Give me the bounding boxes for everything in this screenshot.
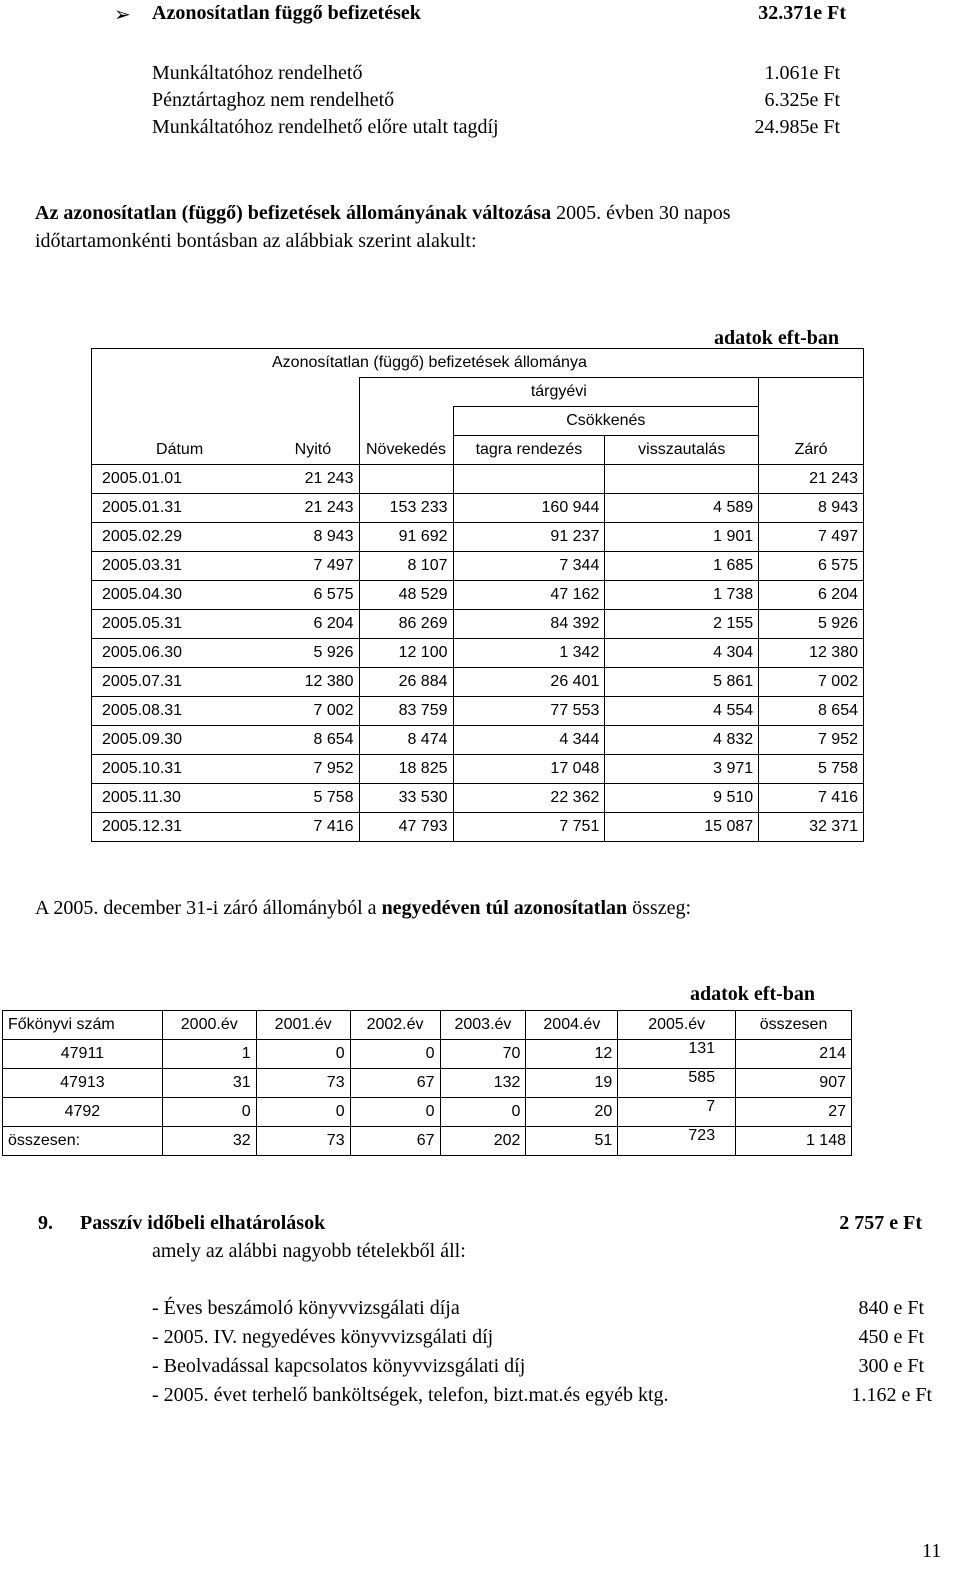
table1-row: [92, 755, 864, 784]
table2-cell: 0: [162, 1098, 256, 1127]
table1-header-visszautalas: visszautalás: [605, 436, 759, 465]
section9-title: Passzív időbeli elhatárolások: [80, 1212, 326, 1234]
table1-cell: 7 344: [453, 552, 605, 581]
table1-cell: 47 162: [453, 581, 605, 610]
table2-cell: 70: [440, 1040, 526, 1069]
table1-cell: 4 304: [605, 639, 759, 668]
section1-item-value: 24.985e Ft: [754, 116, 840, 138]
table1-cell: 8 943: [759, 494, 864, 523]
section9-item-label: - 2005. évet terhelő banköltségek, telefon, bizt.mat.és egyéb ktg.: [152, 1384, 669, 1406]
table1-cell: [359, 465, 453, 494]
table1-cell: 153 233: [359, 494, 453, 523]
table1-cell: 1 901: [605, 523, 759, 552]
table1-decrease-header: Csökkenés: [453, 407, 759, 436]
table1-cell: 4 832: [605, 726, 759, 755]
table1-sub-header: tárgyévi: [359, 378, 759, 407]
table2-cell: 202: [440, 1127, 526, 1156]
section9-number: 9.: [38, 1212, 53, 1234]
section1-item-label: Pénztártaghoz nem rendelhető: [152, 89, 395, 111]
table2-cell: 132: [440, 1069, 526, 1098]
table1-cell: 4 589: [605, 494, 759, 523]
table1-cell: 7 952: [759, 726, 864, 755]
table1-cell: 5 926: [759, 610, 864, 639]
section9-subtitle: amely az alábbi nagyobb tételekből áll:: [152, 1240, 466, 1262]
table2-cell: 7: [618, 1098, 736, 1127]
table1-cell: 160 944: [453, 494, 605, 523]
table1-cell: 4 344: [453, 726, 605, 755]
table2-cell: 19: [526, 1069, 618, 1098]
table1-cell: 2005.01.31: [92, 494, 268, 523]
table1-cell: 2005.04.30: [92, 581, 268, 610]
table2-cell: 32: [162, 1127, 256, 1156]
table1-cell: 33 530: [359, 784, 453, 813]
table1-row: [92, 494, 864, 523]
table1-cell: 2005.11.30: [92, 784, 268, 813]
table1-cell: [453, 465, 605, 494]
page-number: 11: [922, 1540, 942, 1562]
table2-cell: 12: [526, 1040, 618, 1069]
table2-cell: 907: [736, 1069, 852, 1098]
table1-cell: 2005.12.31: [92, 813, 268, 842]
table2-cell: 0: [440, 1098, 526, 1127]
section1-title: Azonosítatlan függő befizetések: [152, 2, 421, 24]
section9-item-label: - Beolvadással kapcsolatos könyvvizsgálati díj: [152, 1355, 526, 1377]
table1-cell: 77 553: [453, 697, 605, 726]
table2-header: 2005.év: [618, 1011, 736, 1040]
section1-item-value: 1.061e Ft: [764, 62, 840, 84]
table1-cell: 26 401: [453, 668, 605, 697]
table1-row: [92, 784, 864, 813]
table2-header: 2001.év: [256, 1011, 350, 1040]
table1-cell: 8 474: [359, 726, 453, 755]
table1-cell: 6 575: [759, 552, 864, 581]
table1-cell: 2005.09.30: [92, 726, 268, 755]
table2-cell: 131: [618, 1040, 736, 1069]
table1-row: [92, 552, 864, 581]
table2-cell: 20: [526, 1098, 618, 1127]
table2-cell: 51: [526, 1127, 618, 1156]
table1-cell: 26 884: [359, 668, 453, 697]
table1-cell: 18 825: [359, 755, 453, 784]
table1-row: [92, 465, 864, 494]
table2-cell: 31: [162, 1069, 256, 1098]
section9-item-value: 300 e Ft: [858, 1355, 924, 1377]
table1-cell: 15 087: [605, 813, 759, 842]
section1-amount: 32.371e Ft: [758, 2, 846, 24]
table2-cell: 47913: [3, 1069, 163, 1098]
table1-cell: 48 529: [359, 581, 453, 610]
table2-cell: 73: [256, 1127, 350, 1156]
table1-row: [92, 668, 864, 697]
table2-header: Főkönyvi szám: [3, 1011, 163, 1040]
intro-rest: 2005. évben 30 napos: [551, 202, 731, 224]
table2-unit: adatok eft-ban: [690, 983, 816, 1005]
table1-cell: 22 362: [453, 784, 605, 813]
table2-cell: 723: [618, 1127, 736, 1156]
table1: [91, 348, 864, 842]
table1-cell: 21 243: [267, 494, 359, 523]
table1-cell: 2005.03.31: [92, 552, 268, 581]
table2-cell: 1: [162, 1040, 256, 1069]
table2-cell: 0: [350, 1098, 440, 1127]
table1-cell: 9 510: [605, 784, 759, 813]
table1-cell: 47 793: [359, 813, 453, 842]
section9-item-label: - Éves beszámoló könyvvizsgálati díja: [152, 1297, 460, 1319]
table1-cell: 21 243: [759, 465, 864, 494]
table1-row: [92, 697, 864, 726]
table2-header: 2002.év: [350, 1011, 440, 1040]
table1-cell: 7 497: [267, 552, 359, 581]
table1-cell: 7 416: [759, 784, 864, 813]
table1-cell: 12 380: [759, 639, 864, 668]
table1-cell: 12 380: [267, 668, 359, 697]
table1-header-row: [92, 436, 864, 465]
table1-header-novekedes: Növekedés: [359, 436, 453, 465]
table2-header: összesen: [736, 1011, 852, 1040]
section9-item-value: 1.162 e Ft: [851, 1384, 932, 1406]
table1-cell: 7 002: [759, 668, 864, 697]
table1-cell: [605, 465, 759, 494]
table1-header-zaro: Záró: [759, 436, 864, 465]
table1-cell: 7 416: [267, 813, 359, 842]
intro-bold: Az azonosítatlan (függő) befizetések állományának változása: [35, 202, 552, 224]
table2-cell: 1 148: [736, 1127, 852, 1156]
table1-row: [92, 639, 864, 668]
table1-cell: 86 269: [359, 610, 453, 639]
table2-row: [3, 1069, 852, 1098]
sentence2-post: összeg:: [627, 897, 692, 919]
table1-row: [92, 610, 864, 639]
table2-cell: 67: [350, 1069, 440, 1098]
table2-cell: 4792: [3, 1098, 163, 1127]
table1-group-header: Azonosítatlan (függő) befizetések állománya: [92, 349, 864, 378]
table1-cell: 8 654: [759, 697, 864, 726]
table1-header-tagra: tagra rendezés: [453, 436, 605, 465]
table1-cell: 17 048: [453, 755, 605, 784]
table1-cell: 32 371: [759, 813, 864, 842]
table1-cell: 8 654: [267, 726, 359, 755]
table1-cell: 2005.01.01: [92, 465, 268, 494]
table1-cell: 91 237: [453, 523, 605, 552]
table1-cell: 6 204: [267, 610, 359, 639]
table1-header-nyito: Nyitó: [267, 436, 359, 465]
table1-cell: 7 952: [267, 755, 359, 784]
table1-cell: 4 554: [605, 697, 759, 726]
section9-item-value: 450 e Ft: [858, 1326, 924, 1348]
table1-cell: 2005.07.31: [92, 668, 268, 697]
bullet-icon: ➢: [114, 4, 131, 26]
table2-cell: 214: [736, 1040, 852, 1069]
table1-cell: 2005.05.31: [92, 610, 268, 639]
sentence2: [35, 897, 691, 920]
table1-row: [92, 581, 864, 610]
table1-cell: 8 943: [267, 523, 359, 552]
table2-cell: 0: [256, 1098, 350, 1127]
table1-cell: 83 759: [359, 697, 453, 726]
section9-item-label: - 2005. IV. negyedéves könyvvizsgálati díj: [152, 1326, 494, 1348]
table1-row: [92, 523, 864, 552]
table2-body: [3, 1040, 852, 1156]
table1-cell: 2005.02.29: [92, 523, 268, 552]
table1-cell: 2005.06.30: [92, 639, 268, 668]
table2-cell: 0: [256, 1040, 350, 1069]
table2: [2, 1010, 852, 1156]
table2-cell: 27: [736, 1098, 852, 1127]
table1-row: [92, 813, 864, 842]
table1-row: [92, 726, 864, 755]
table2-cell: 67: [350, 1127, 440, 1156]
table1-cell: 84 392: [453, 610, 605, 639]
table1-cell: 2 155: [605, 610, 759, 639]
table1-cell: 91 692: [359, 523, 453, 552]
intro-paragraph: [35, 202, 731, 225]
table1-cell: 6 204: [759, 581, 864, 610]
section9-item-value: 840 e Ft: [858, 1297, 924, 1319]
table1-header-row: [92, 407, 864, 436]
table2-header: 2003.év: [440, 1011, 526, 1040]
table1-cell: 1 738: [605, 581, 759, 610]
table2-cell: 47911: [3, 1040, 163, 1069]
section1-item-label: Munkáltatóhoz rendelhető: [152, 62, 363, 84]
table2-cell: 73: [256, 1069, 350, 1098]
section9-amount: 2 757 e Ft: [839, 1212, 922, 1234]
table1-header-datum: Dátum: [92, 436, 268, 465]
table1-cell: 2005.08.31: [92, 697, 268, 726]
sentence2-pre: A 2005. december 31-i záró állományból a: [35, 897, 382, 919]
table1-cell: 21 243: [267, 465, 359, 494]
table1-cell: 6 575: [267, 581, 359, 610]
table1-cell: 3 971: [605, 755, 759, 784]
sentence2-bold: negyedéven túl azonosítatlan: [381, 897, 628, 919]
table1-header-row: [92, 378, 864, 407]
table1-cell: 5 758: [267, 784, 359, 813]
table1-cell: 12 100: [359, 639, 453, 668]
section1-item-label: Munkáltatóhoz rendelhető előre utalt tagdíj: [152, 116, 499, 138]
table1-cell: 8 107: [359, 552, 453, 581]
table2-header: 2000.év: [162, 1011, 256, 1040]
table1-body: [92, 465, 864, 842]
section1-item-value: 6.325e Ft: [764, 89, 840, 111]
table2-row: [3, 1040, 852, 1069]
table1-cell: 1 685: [605, 552, 759, 581]
intro-line2: időtartamonkénti bontásban az alábbiak szerint alakult:: [35, 230, 477, 252]
table1-cell: 7 497: [759, 523, 864, 552]
table1-cell: 2005.10.31: [92, 755, 268, 784]
table2-header: 2004.év: [526, 1011, 618, 1040]
table1-unit: adatok eft-ban: [714, 327, 840, 349]
table1-cell: 5 861: [605, 668, 759, 697]
table1-header-row: [92, 349, 864, 378]
table1-cell: 7 751: [453, 813, 605, 842]
table1-cell: 5 758: [759, 755, 864, 784]
table2-cell: összesen:: [3, 1127, 163, 1156]
table1-cell: 1 342: [453, 639, 605, 668]
table1-cell: 7 002: [267, 697, 359, 726]
table1-cell: 5 926: [267, 639, 359, 668]
table2-cell: 585: [618, 1069, 736, 1098]
table2-row: [3, 1098, 852, 1127]
table2-header-row: [3, 1011, 852, 1040]
table2-row: [3, 1127, 852, 1156]
table2-cell: 0: [350, 1040, 440, 1069]
